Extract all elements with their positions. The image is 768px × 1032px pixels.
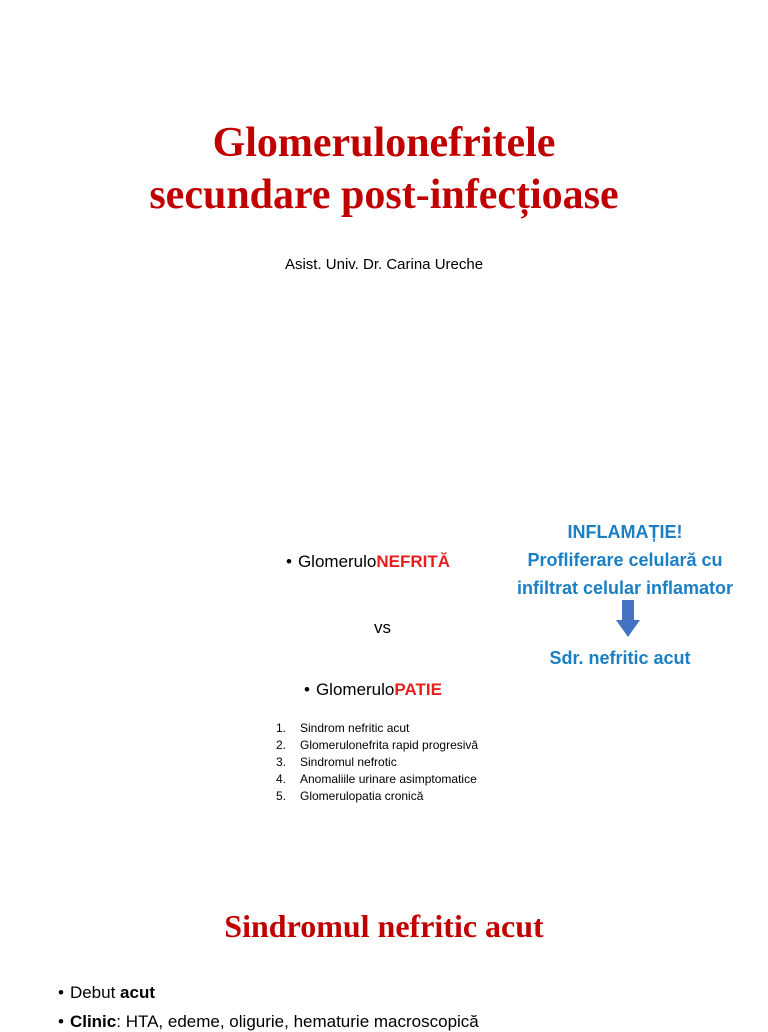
list-item (276, 788, 478, 805)
list-text: Glomerulonefrita rapid progresivă (300, 738, 479, 752)
list-item (276, 771, 478, 788)
bullet-dot: • (58, 983, 64, 1002)
inflammation-callout (480, 518, 768, 602)
callout-line-1: INFLAMAȚIE! (567, 522, 683, 542)
list-number: 2. (276, 738, 287, 752)
bullet-glomerulonefrita (286, 552, 450, 572)
glomerulopathy-list (276, 720, 478, 805)
bullet-dot: • (58, 1012, 64, 1031)
list-number: 4. (276, 772, 287, 786)
author: Asist. Univ. Dr. Carina Ureche (284, 256, 484, 273)
list-text: Anomaliile urinare asimptomatice (300, 772, 477, 786)
callout-result: Sdr. nefritic acut (549, 648, 691, 668)
bullet-clinic (58, 1012, 479, 1032)
bullet-text: : HTA, edeme, oligurie, hematurie macroscopică (116, 1012, 479, 1031)
bullet-dot: • (286, 552, 292, 571)
vs-label: vs (374, 618, 391, 637)
list-item (276, 737, 478, 754)
bullet-bold: acut (120, 983, 156, 1002)
list-text: Glomerulopatia cronică (300, 789, 424, 803)
bullet-prefix: Glomerulo (297, 552, 377, 571)
page-title-line-1: Glomerulonefritele (212, 120, 556, 166)
list-number: 3. (276, 755, 287, 769)
section-title: Sindromul nefritic acut (224, 908, 544, 944)
bullet-debut (58, 983, 155, 1003)
page-title-line-2: secundare post-infecțioase (149, 172, 619, 218)
list-text: Sindromul nefrotic (300, 755, 397, 769)
list-item (276, 754, 478, 771)
bullet-prefix: Debut (69, 983, 121, 1002)
bullet-highlight: PATIE (394, 680, 442, 699)
list-text: Sindrom nefritic acut (300, 721, 410, 735)
bullet-prefix: Glomerulo (315, 680, 395, 699)
bullet-glomerulopatie (304, 680, 442, 700)
callout-line-2: Profliferare celulară cu (527, 550, 723, 570)
bullet-dot: • (304, 680, 310, 699)
list-number: 1. (276, 721, 287, 735)
list-item (276, 720, 478, 737)
bullet-bold: Clinic (69, 1012, 117, 1031)
bullet-highlight: NEFRITĂ (376, 552, 451, 571)
list-number: 5. (276, 789, 287, 803)
callout-line-3: infiltrat celular inflamator (516, 578, 734, 598)
down-arrow-icon (616, 600, 640, 638)
